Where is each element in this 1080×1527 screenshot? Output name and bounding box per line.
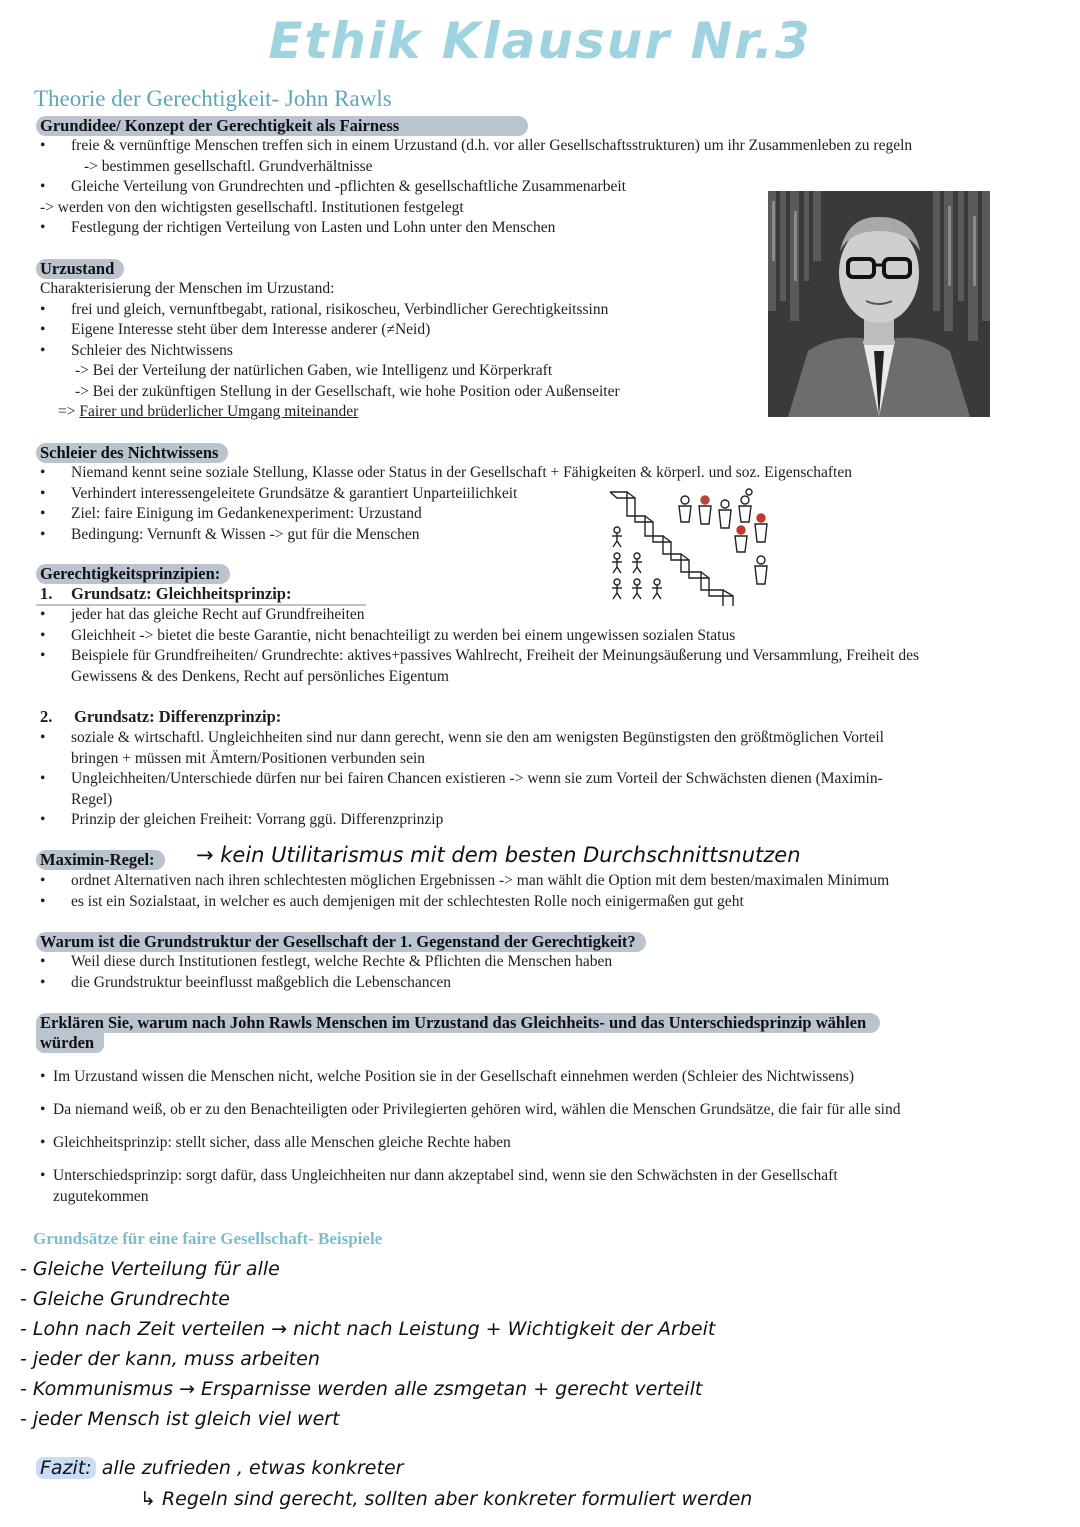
prinzipien-heading: Gerechtigkeitsprinzipien: xyxy=(36,564,230,584)
section-title: Theorie der Gerechtigkeit- John Rawls xyxy=(34,86,392,111)
erklaeren-list: • Im Urzustand wissen die Menschen nicht, welche Position sie in der Gesellschaft einnehmen werden (Schleier des Nichtwissens) • Da niemand weiß, ob er zu den Benachteiligten oder Privilegierten gehören wird, wählen die Menschen Grundsätze, die fair für alle sind • Gleichheitsprinzip: stellt sicher, dass alle Menschen gleiche Rechte haben • Unterschiedsprinzip: sorgt dafür, dass Ungleichheiten nur dann akzeptabel sind, wenn sie den Schwächsten in der Gesellschaft zugutekommen xyxy=(0,1067,1080,1207)
list-item: - Gleiche Grundrechte xyxy=(20,1288,230,1310)
list-item: soziale & wirtschaftl. Ungleichheiten sind nur dann gerecht, wenn sie den am wenigsten Begünstigsten den größtmöglichen Vorteil xyxy=(71,729,884,746)
list-item: - Kommunismus → Ersparnisse werden alle zsmgetan + gerecht verteilt xyxy=(20,1378,703,1400)
maximin-handwritten-note: → kein Utilitarismus mit dem besten Durchschnittsnutzen xyxy=(196,843,801,867)
beispiele-list xyxy=(20,1254,715,1434)
schleier-list: • Niemand kennt seine soziale Stellung, Klasse oder Status in der Gesellschaft + Fähigkeiten & körperl. und soz. Eigenschaften • Verhindert interessengeleitete Grundsätze & garantiert Unparteiilichkeit • Ziel: faire Einigung im Gedankenexperiment: Urzustand • Bedingung: Vernunft & Wissen -> gut für die Menschen xyxy=(0,463,1080,545)
list-item: zugutekommen xyxy=(53,1187,149,1205)
list-item: frei und gleich, vernunftbegabt, rational, risikoscheu, Verbindlicher Gerechtigkeitssinn xyxy=(71,300,609,318)
list-item: Unterschiedsprinzip: sorgt dafür, dass Ungleichheiten nur dann akzeptabel sind, wenn sie den Schwächsten in der Gesellschaft xyxy=(53,1167,838,1184)
erklaeren-heading: Erklären Sie, warum nach John Rawls Menschen im Urzustand das Gleichheits- und das Unterschiedsprinzip wählen würden xyxy=(36,1013,880,1053)
grundsatz-1-list: • jeder hat das gleiche Recht auf Grundfreiheiten • Gleichheit -> bietet die beste Garantie, nicht benachteiligt zu werden bei einem ungewissen sozialen Status • Beispiele für Grundfreiheiten/ Grundrechte: aktives+passives Wahlrecht, Freiheit der Meinungsäußerung und Versammlung, Freiheit des Gewissens & des Denkens, Recht auf persönliches Eigentum xyxy=(0,605,1080,687)
list-item: Festlegung der richtigen Verteilung von Lasten und Lohn unter den Menschen xyxy=(71,219,556,236)
urzustand-heading: Urzustand xyxy=(36,259,124,279)
list-item: Ungleichheiten/Unterschiede dürfen nur bei fairen Chancen existieren -> wenn sie zum Vorteil der Schwächsten dienen (Maximin- xyxy=(71,770,883,787)
schleier-heading: Schleier des Nichtwissens xyxy=(36,443,228,463)
grundidee-list: • freie & vernünftige Menschen treffen sich in einem Urzustand (d.h. vor aller Gesellschaftsstrukturen) um ihr Zusammenleben zu regeln -> bestimmen gesellschaftl. Grundverhältnisse • Gleiche Verteilung von Grundrechten und -pflichten & gesellschaftliche Zusammenarbeit -> werden von den wichtigsten gesellschaftl. Institutionen festgelegt • Festlegung der richtigen Verteilung von Lasten und Lohn unter den Menschen xyxy=(0,136,1080,239)
fazit-label: Fazit: xyxy=(36,1457,96,1479)
list-item: Charakterisierung der Menschen im Urzustand: xyxy=(40,280,335,297)
fazit-sub: ↳ Regeln sind gerecht, sollten aber konkreter formuliert werden xyxy=(140,1488,753,1510)
list-item: Gleiche Verteilung von Grundrechten und -pflichten & gesellschaftliche Zusammenarbeit xyxy=(71,178,626,195)
list-item: Da niemand weiß, ob er zu den Benachteiligten oder Privilegierten gehören wird, wählen die Menschen Grundsätze, die fair für alle sind xyxy=(53,1101,901,1118)
list-item: Im Urzustand wissen die Menschen nicht, welche Position sie in der Gesellschaft einnehmen werden (Schleier des Nichtwissens) xyxy=(53,1068,855,1085)
maximin-heading: Maximin-Regel: xyxy=(36,850,165,870)
list-item: Niemand kennt seine soziale Stellung, Klasse oder Status in der Gesellschaft + Fähigkeiten & körperl. und soz. Eigenschaften xyxy=(71,464,852,481)
list-item: - jeder der kann, muss arbeiten xyxy=(20,1348,320,1370)
list-item: -> werden von den wichtigsten gesellschaftl. Institutionen festgelegt xyxy=(40,198,464,216)
list-item: Gleichheit -> bietet die beste Garantie, nicht benachteiligt zu werden bei einem ungewissen sozialen Status xyxy=(71,626,736,644)
grundsatz-1-title: 1. Grundsatz: Gleichheitsprinzip: xyxy=(40,584,292,603)
list-item: Verhindert interessengeleitete Grundsätze & garantiert Unparteiilichkeit xyxy=(71,484,518,502)
list-item: Ziel: faire Einigung im Gedankenexperiment: Urzustand xyxy=(71,505,422,522)
warum-heading: Warum ist die Grundstruktur der Gesellschaft der 1. Gegenstand der Gerechtigkeit? xyxy=(36,932,646,952)
warum-list: • Weil diese durch Institutionen festlegt, welche Rechte & Pflichten die Menschen haben • die Grundstruktur beeinflusst maßgeblich die Lebenschancen xyxy=(0,952,1080,993)
portrait-photo xyxy=(768,191,990,417)
list-item: ordnet Alternativen nach ihren schlechtesten möglichen Ergebnissen -> man wählt die Option mit dem besten/maximalen Minimum xyxy=(71,872,890,889)
list-item: Bedingung: Vernunft & Wissen -> gut für die Menschen xyxy=(71,525,420,543)
grundidee-heading: Grundidee/ Konzept der Gerechtigkeit als Fairness xyxy=(36,116,528,136)
list-item: -> Bei der zukünftigen Stellung in der Gesellschaft, wie hohe Position oder Außenseiter xyxy=(75,382,620,400)
urzustand-list: Charakterisierung der Menschen im Urzustand: • frei und gleich, vernunftbegabt, rational, risikoscheu, Verbindlicher Gerechtigkeitssinn • Eigene Interesse steht über dem Interesse anderer (≠Neid) • Schleier des Nichtwissens -> Bei der Verteilung der natürlichen Gaben, wie Intelligenz und Körperkraft -> Bei der zukünftigen Stellung in der Gesellschaft, wie hohe Position oder Außenseiter => Fairer und brüderlicher Umgang miteinander xyxy=(40,280,620,420)
list-item: Gleichheitsprinzip: stellt sicher, dass alle Menschen gleiche Rechte haben xyxy=(53,1134,511,1151)
grundsatz-2-list: • soziale & wirtschaftl. Ungleichheiten sind nur dann gerecht, wenn sie den am wenigsten Begünstigsten den größtmöglichen Vorteil bringen + müssen mit Ämtern/Positionen verbunden sein • Ungleichheiten/Unterschiede dürfen nur bei fairen Chancen existieren -> wenn sie zum Vorteil der Schwächsten dienen (Maximin- Regel) • Prinzip der gleichen Freiheit: Vorrang ggü. Differenzprinzip xyxy=(0,728,1080,831)
list-item: -> Bei der Verteilung der natürlichen Gaben, wie Intelligenz und Körperkraft xyxy=(75,362,553,379)
list-item: Eigene Interesse steht über dem Interesse anderer (≠Neid) xyxy=(71,321,431,338)
list-item: - Gleiche Verteilung für alle xyxy=(20,1258,280,1280)
list-item: Weil diese durch Institutionen festlegt, welche Rechte & Pflichten die Menschen haben xyxy=(71,953,613,970)
list-item: Regel) xyxy=(71,790,113,808)
list-item: jeder hat das gleiche Recht auf Grundfreiheiten xyxy=(71,606,365,623)
list-item: freie & vernünftige Menschen treffen sich in einem Urzustand (d.h. vor aller Gesellschaftsstrukturen) um ihr Zusammenleben zu regeln xyxy=(71,137,913,154)
list-item: die Grundstruktur beeinflusst maßgeblich die Lebenschancen xyxy=(71,973,452,991)
fazit-line xyxy=(36,1457,403,1479)
list-item: es ist ein Sozialstaat, in welcher es auch demjenigen mit der schlechtesten Rolle noch einigermaßen gut geht xyxy=(71,892,744,910)
maximin-list: • ordnet Alternativen nach ihren schlechtesten möglichen Ergebnissen -> man wählt die Option mit dem besten/maximalen Minimum • es ist ein Sozialstaat, in welcher es auch demjenigen mit der schlechtesten Rolle noch einigermaßen gut geht xyxy=(0,871,1080,912)
list-item: bringen + müssen mit Ämtern/Positionen verbunden sein xyxy=(71,749,426,767)
list-item: Gewissens & des Denkens, Recht auf persönliches Eigentum xyxy=(71,667,449,685)
beispiele-heading: Grundsätze für eine faire Gesellschaft- Beispiele xyxy=(33,1229,383,1248)
grundsatz-2-title: 2. Grundsatz: Differenzprinzip: xyxy=(40,707,282,726)
list-item: Prinzip der gleichen Freiheit: Vorrang ggü. Differenzprinzip xyxy=(71,811,444,828)
fazit-text: alle zufrieden , etwas konkreter xyxy=(101,1457,404,1479)
result-text: Fairer und brüderlicher Umgang miteinander xyxy=(79,403,359,420)
list-item: Schleier des Nichtwissens xyxy=(71,341,233,359)
page-title: Ethik Klausur Nr.3 xyxy=(268,12,812,70)
list-item: - Lohn nach Zeit verteilen → nicht nach Leistung + Wichtigkeit der Arbeit xyxy=(20,1318,716,1340)
list-item: -> bestimmen gesellschaftl. Grundverhältnisse xyxy=(84,157,373,175)
list-item: Beispiele für Grundfreiheiten/ Grundrechte: aktives+passives Wahlrecht, Freiheit der Meinungsäußerung und Versammlung, Freiheit des xyxy=(71,647,920,664)
list-item: - jeder Mensch ist gleich viel wert xyxy=(20,1408,340,1430)
veil-illustration xyxy=(605,486,780,608)
